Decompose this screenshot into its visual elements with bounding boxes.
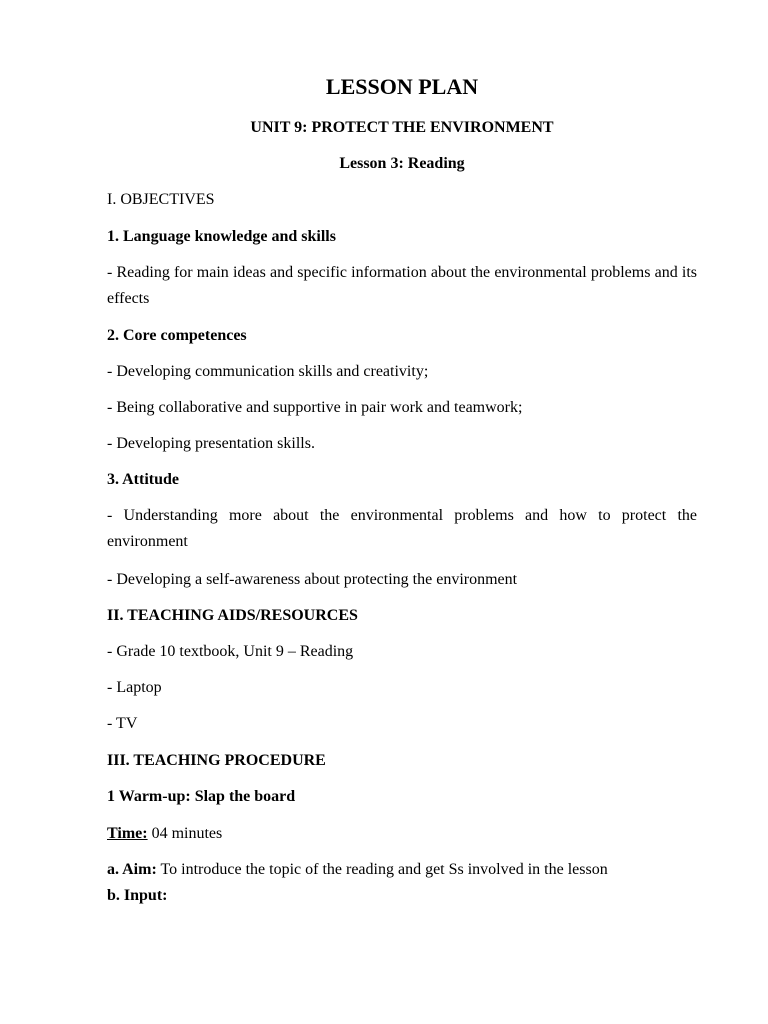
lesson-title: Lesson 3: Reading: [339, 155, 465, 172]
teaching-aids-item: - Laptop: [107, 679, 162, 696]
unit-title: UNIT 9: PROTECT THE ENVIRONMENT: [250, 119, 554, 136]
core-competences-heading: 2. Core competences: [107, 327, 247, 344]
teaching-procedure-heading: III. TEACHING PROCEDURE: [107, 752, 326, 769]
objectives-heading: I. OBJECTIVES: [107, 191, 215, 208]
teaching-aids-heading: II. TEACHING AIDS/RESOURCES: [107, 607, 358, 624]
core-competences-item: - Developing presentation skills.: [107, 435, 315, 452]
aim-value: To introduce the topic of the reading and get Ss involved in the lesson: [156, 861, 608, 878]
language-skills-heading: 1. Language knowledge and skills: [107, 228, 336, 245]
core-competences-item: - Being collaborative and supportive in pair work and teamwork;: [107, 399, 523, 416]
time-line: [107, 824, 697, 844]
attitude-heading: 3. Attitude: [107, 471, 179, 488]
teaching-aids-item: - Grade 10 textbook, Unit 9 – Reading: [107, 643, 354, 660]
core-competences-item: - Developing communication skills and creativity;: [107, 363, 429, 380]
language-skills-item: - Reading for main ideas and specific information about the environmental problems and its effects: [107, 264, 697, 307]
warmup-heading: 1 Warm-up: Slap the board: [107, 788, 296, 805]
time-value: 04 minutes: [147, 825, 223, 842]
attitude-item: - Understanding more about the environmental problems and how to protect the environment: [107, 507, 697, 550]
aim-label: a. Aim:: [107, 861, 157, 878]
attitude-item: - Developing a self-awareness about protecting the environment: [107, 571, 518, 588]
input-label: b. Input:: [107, 887, 168, 904]
aim-line: [107, 860, 697, 880]
time-label: Time:: [107, 825, 148, 842]
document-title: LESSON PLAN: [325, 74, 479, 99]
teaching-aids-item: - TV: [107, 715, 138, 732]
